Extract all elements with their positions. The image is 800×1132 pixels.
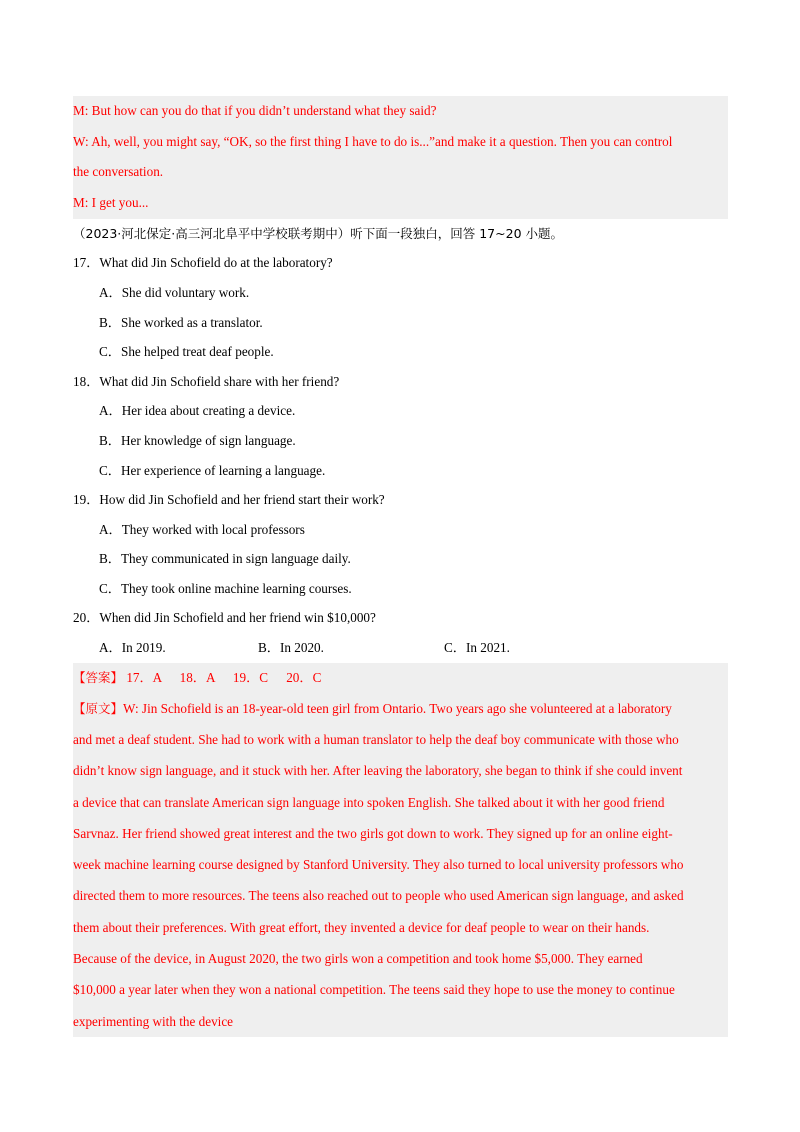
script-line: Because of the device, in August 2020, the two girls won a competition and took home $5,000. They earned — [73, 951, 643, 967]
script-line: and met a deaf student. She had to work with a human translator to help the deaf boy communicate with those who — [73, 731, 679, 747]
question-20 — [73, 603, 728, 662]
option-c: C．She helped treat deaf people. — [99, 344, 274, 360]
script-line: $10,000 a year later when they won a national competition. The teens said they hope to use the money to continue — [73, 982, 675, 998]
option-a: A．Her idea about creating a device. — [99, 403, 296, 419]
answer-item: 17．A — [126, 669, 163, 685]
question-stem: 17．What did Jin Schofield do at the laboratory? — [73, 255, 333, 271]
answer-item: 19．C — [232, 669, 269, 685]
option-c: C．In 2021. — [444, 640, 510, 656]
dialogue-line: the conversation. — [73, 164, 164, 180]
question-stem: 19．How did Jin Schofield and her friend start their work? — [73, 492, 385, 508]
question-stem: 20．When did Jin Schofield and her friend win $10,000? — [73, 610, 376, 626]
script-line: a device that can translate American sign language into spoken English. She talked about it with her good friend — [73, 794, 665, 810]
option-a: A．In 2019. — [99, 640, 166, 656]
script-label: 【原文】 — [73, 700, 124, 716]
option-c: C．Her experience of learning a language. — [99, 462, 326, 478]
answer-key — [73, 663, 728, 693]
script-line: Sarvnaz. Her friend showed great interest and the two girls got down to work. They signed up for an online eight- — [73, 825, 673, 841]
script-line: experimenting with the device — [73, 1013, 234, 1029]
document-page — [73, 96, 728, 1037]
script-line: 【原文】W: Jin Schofield is an 18-year-old teen girl from Ontario. Two years ago she volunteered at a laboratory — [73, 700, 672, 716]
section-intro: （2023·河北保定·高三河北阜平中学校联考期中）听下面一段独白，回答 17~20 小题。 — [73, 225, 563, 241]
dialogue-transcript — [73, 96, 728, 219]
option-b: B．She worked as a translator. — [99, 314, 263, 330]
option-a: A．They worked with local professors — [99, 521, 305, 537]
answer-item: 20．C — [286, 669, 322, 685]
question-stem: 18．What did Jin Schofield share with her friend? — [73, 373, 340, 389]
script-line: didn’t know sign language, and it stuck with her. After leaving the laboratory, she began to think if she could invent — [73, 763, 683, 779]
option-row — [73, 633, 728, 663]
listening-script — [73, 693, 728, 1037]
answer-item: 18．A — [179, 669, 216, 685]
dialogue-line: M: But how can you do that if you didn’t understand what they said? — [73, 103, 437, 118]
option-a: A．She did voluntary work. — [99, 284, 250, 300]
option-b: B．They communicated in sign language daily. — [99, 551, 351, 567]
script-line: them about their preferences. With great effort, they invented a device for deaf people to wear on their hands. — [73, 919, 650, 935]
option-b: B．Her knowledge of sign language. — [99, 432, 296, 448]
question-18 — [73, 367, 728, 485]
option-c: C．They took online machine learning courses. — [99, 580, 352, 596]
script-line: directed them to more resources. The teens also reached out to people who used American sign language, and asked — [73, 888, 684, 904]
script-line: week machine learning course designed by Stanford University. They also turned to local university professors who — [73, 857, 684, 873]
dialogue-line: M: I get you... — [73, 195, 149, 211]
answer-and-script — [73, 663, 728, 1037]
dialogue-line: W: Ah, well, you might say, “OK, so the first thing I have to do is...”and make it a question. Then you can control — [73, 133, 673, 149]
question-19 — [73, 485, 728, 603]
answer-label: 【答案】 — [73, 669, 124, 685]
question-17 — [73, 248, 728, 366]
option-b: B．In 2020. — [258, 640, 324, 656]
